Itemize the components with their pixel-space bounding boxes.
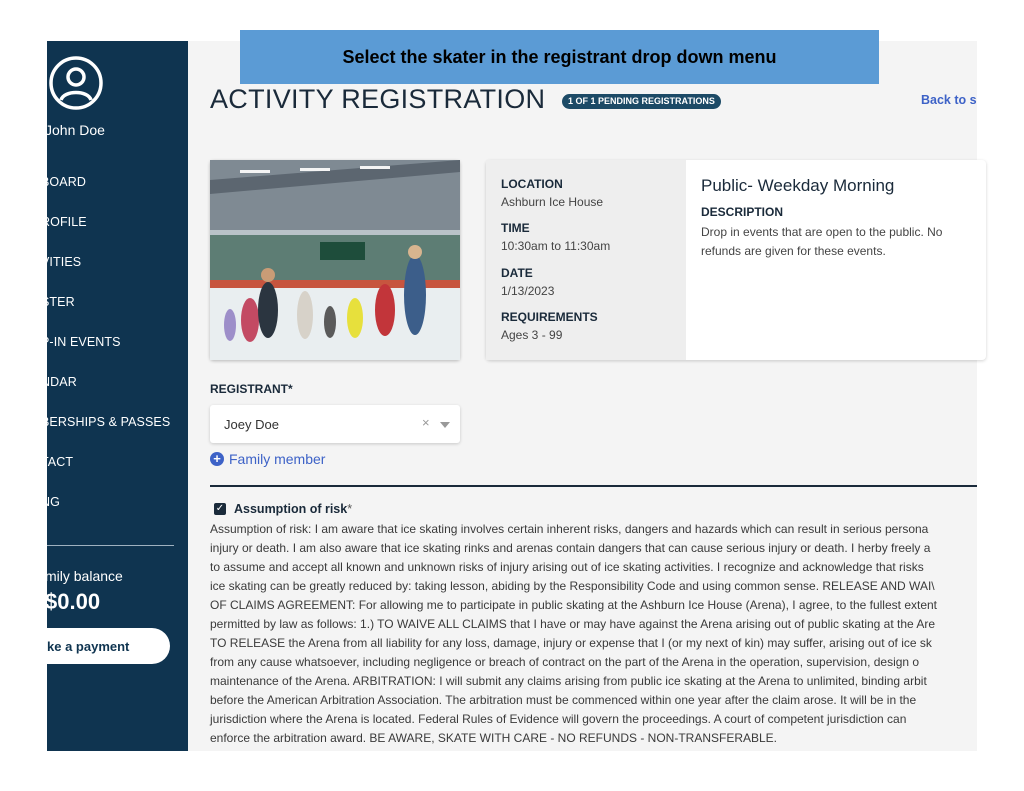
sidebar-divider [47, 545, 174, 546]
make-payment-button[interactable]: ke a payment [17, 628, 170, 664]
family-member-label: Family member [229, 451, 326, 467]
instruction-banner [240, 30, 879, 84]
back-link[interactable]: Back to s [921, 93, 977, 107]
requirements-value: Ages 3 - 99 [501, 328, 563, 342]
registrant-label: REGISTRANT* [210, 382, 293, 396]
requirements-label: REQUIREMENTS [501, 310, 598, 324]
nav-item-dashboard[interactable]: BOARD [41, 175, 86, 189]
event-details-panel [486, 160, 686, 360]
location-label: LOCATION [501, 177, 563, 191]
user-name: John Doe [45, 122, 105, 138]
nav-item-profile[interactable]: ROFILE [41, 215, 87, 229]
instruction-banner-text: Select the skater in the registrant drop down menu [342, 46, 777, 67]
date-value: 1/13/2023 [501, 284, 555, 298]
app-frame [41, 41, 977, 751]
assumption-of-risk-checkbox[interactable]: ✓ [215, 503, 225, 514]
time-label: TIME [501, 221, 530, 235]
registrant-select[interactable] [210, 405, 460, 443]
waiver-line: injury or death. I am also aware that ice skating rinks and arenas contain dangers that can cause serious injury or death. I herby freely a [210, 541, 931, 555]
pending-registrations-badge: 1 OF 1 PENDING REGISTRATIONS [562, 94, 721, 109]
family-balance-value: $0.00 [45, 589, 101, 614]
waiver-text [210, 520, 1000, 748]
waiver-line: Assumption of risk: I am aware that ice skating involves certain inherent risks, dangers and hazards which can result in serious persona [210, 522, 929, 536]
description-text: Drop in events that are open to the public. No refunds are given for these events. [701, 225, 943, 258]
chevron-down-icon[interactable] [440, 422, 450, 428]
waiver-line: maintenance of the Arena. ARBITRATION: I will submit any claims arising from public ice skating at the Arena to unlimited, binding arbit [210, 674, 927, 688]
waiver-line: OF CLAIMS AGREEMENT: For allowing me to participate in public skating at the Ashburn Ice House (Arena), I agree, to the fullest extent [210, 598, 938, 612]
event-photo [210, 160, 460, 360]
waiver-line: permitted by law as follows: 1.) TO WAIVE ALL CLAIMS that I have or may have against the Arena arising out of public skating at the Are [210, 617, 936, 631]
location-value: Ashburn Ice House [501, 195, 604, 209]
nav-item-roster[interactable]: STER [41, 295, 75, 309]
nav-item-calendar[interactable]: NDAR [41, 375, 77, 389]
risk-title-text: Assumption of risk [234, 502, 348, 516]
ice-rink-photo-image [210, 160, 460, 360]
event-info-card [486, 160, 986, 360]
description-label: DESCRIPTION [701, 205, 784, 219]
waiver-line: TO RELEASE the Arena from all liability for any loss, damage, injury or expense that I (or my next of kin) may suffer, arising out of ice sk [210, 636, 932, 650]
page-title: ACTIVITY REGISTRATION [210, 84, 546, 114]
nav-item-ng[interactable]: NG [41, 495, 60, 509]
nav-item-memberships-passes[interactable]: BERSHIPS & PASSES [41, 415, 171, 429]
section-divider [210, 485, 977, 487]
waiver-line: to assume and accept all known and unknown risks of injury arising out of ice skating activities. I recognize and acknowledge that risks [210, 560, 924, 574]
registrant-selected-value: Joey Doe [224, 417, 279, 432]
clear-selection-icon[interactable]: × [422, 415, 430, 430]
nav-item-activities[interactable]: VITIES [41, 255, 82, 269]
date-label: DATE [501, 266, 533, 280]
waiver-line: from any cause whatsoever, including negligence or breach of contract on the part of the Arena in the operation, supervision, design o [210, 655, 920, 669]
waiver-line: enforce the arbitration award. BE AWARE, SKATE WITH CARE - NO REFUNDS - NON-TRANSFERABLE. [210, 731, 778, 745]
required-mark: * [347, 502, 353, 516]
event-title: Public- Weekday Morning [701, 176, 895, 195]
nav-item-drop-in-events[interactable]: P-IN EVENTS [41, 335, 121, 349]
assumption-of-risk-title [234, 502, 352, 516]
time-value: 10:30am to 11:30am [501, 239, 611, 253]
sidebar [41, 41, 188, 751]
plus-circle-icon: + [210, 452, 224, 466]
waiver-line: before the American Arbitration Association. The arbitration must be commenced within one year after the claim arose. It will be in the [210, 693, 917, 707]
user-avatar-icon[interactable] [49, 56, 103, 110]
waiver-line: ice skating can be greatly reduced by: taking lesson, abiding by the Responsibility Code and using common sense. RELEASE AND WAI\ [210, 579, 935, 593]
nav-item-contact[interactable]: TACT [41, 455, 74, 469]
waiver-line: jurisdiction where the Arena is located. Federal Rules of Evidence will govern the proceedings. A court of competent jurisdiction can [210, 712, 907, 726]
add-family-member-link[interactable] [210, 451, 325, 467]
main-content [188, 41, 977, 751]
family-balance-label: mily balance [45, 568, 123, 584]
